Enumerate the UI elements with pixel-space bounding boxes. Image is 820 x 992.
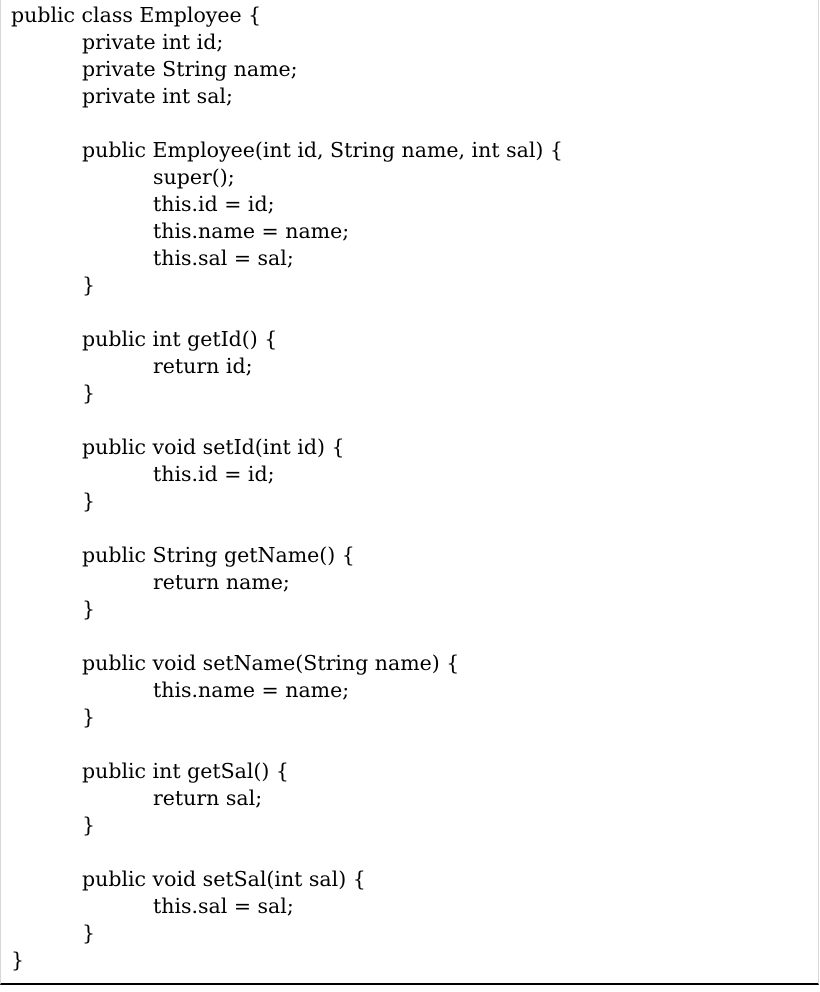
code-line: this.name = name;	[153, 678, 350, 702]
code-line: public class Employee {	[11, 3, 262, 27]
code-line: }	[82, 705, 96, 729]
code-line: public String getName() {	[82, 543, 355, 567]
blank-line	[11, 110, 563, 137]
code-line: public void setName(String name) {	[82, 651, 460, 675]
code-line: public int getId() {	[82, 327, 278, 351]
code-line: public void setSal(int sal) {	[82, 867, 366, 891]
code-line: this.sal = sal;	[153, 246, 294, 270]
code-line: return id;	[153, 354, 253, 378]
code-line: this.id = id;	[153, 462, 275, 486]
blank-line	[11, 407, 563, 434]
code-line: }	[82, 921, 96, 945]
blank-line	[11, 839, 563, 866]
code-line: }	[82, 813, 96, 837]
code-line: }	[82, 381, 96, 405]
blank-line	[11, 515, 563, 542]
code-line: }	[82, 273, 96, 297]
code-line: return name;	[153, 570, 290, 594]
code-line: public int getSal() {	[82, 759, 289, 783]
code-line: super();	[153, 165, 235, 189]
code-line: private int id;	[82, 30, 224, 54]
blank-line	[11, 731, 563, 758]
code-line: this.sal = sal;	[153, 894, 294, 918]
code-line: public void setId(int id) {	[82, 435, 345, 459]
blank-line	[11, 623, 563, 650]
code-line: }	[82, 489, 96, 513]
code-line: return sal;	[153, 786, 263, 810]
code-line: this.id = id;	[153, 192, 275, 216]
code-line: this.name = name;	[153, 219, 350, 243]
code-listing	[11, 2, 563, 974]
blank-line	[11, 299, 563, 326]
code-line: private String name;	[82, 57, 298, 81]
code-line: }	[11, 948, 25, 972]
code-line: public Employee(int id, String name, int sal) {	[82, 138, 563, 162]
code-line: }	[82, 597, 96, 621]
code-line: private int sal;	[82, 84, 233, 108]
